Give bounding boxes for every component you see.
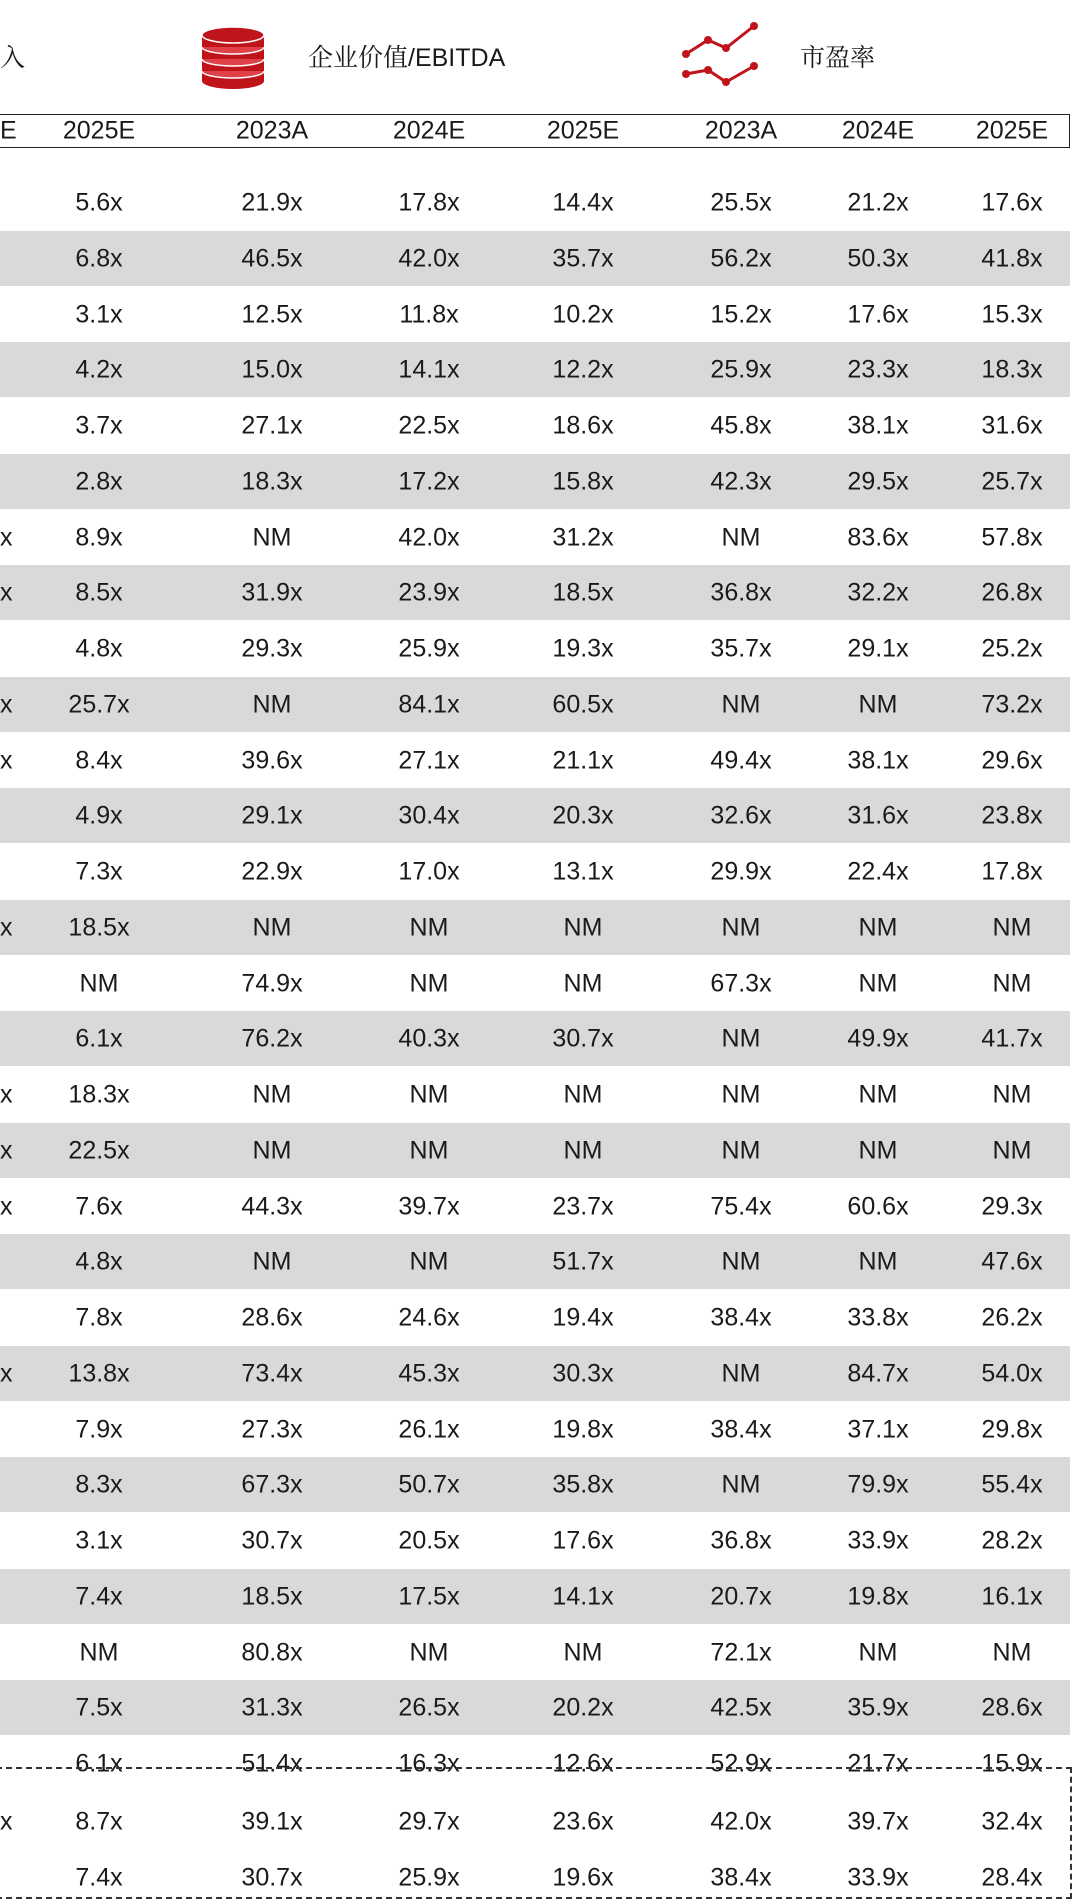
row-stripe bbox=[0, 900, 1070, 955]
row-stripe bbox=[0, 1569, 1070, 1624]
summary-box bbox=[0, 1767, 1072, 1899]
summary-cell: 39.7x bbox=[847, 1807, 909, 1836]
table-cell-cut: x bbox=[0, 1359, 13, 1388]
table-cell: 7.5x bbox=[75, 1693, 123, 1722]
table-cell: 20.3x bbox=[552, 801, 614, 830]
table-cell: 22.5x bbox=[68, 1136, 130, 1165]
table-cell: NM bbox=[858, 1247, 898, 1276]
row-stripe bbox=[0, 677, 1070, 732]
table-cell: 42.5x bbox=[710, 1693, 772, 1722]
table-cell: 30.7x bbox=[241, 1526, 303, 1555]
table-cell-cut: x bbox=[0, 690, 13, 719]
table-cell: 67.3x bbox=[241, 1470, 303, 1499]
summary-cell: 29.7x bbox=[398, 1807, 460, 1836]
row-stripe bbox=[0, 231, 1070, 286]
column-header: 2024E bbox=[392, 116, 466, 145]
row-stripe bbox=[0, 1123, 1070, 1178]
table-cell: 19.8x bbox=[552, 1415, 614, 1443]
table-cell: 4.8x bbox=[75, 634, 123, 663]
table-cell: 8.5x bbox=[75, 578, 123, 607]
table-cell: 35.8x bbox=[552, 1470, 614, 1499]
table-cell: 44.3x bbox=[241, 1192, 303, 1220]
table-cell: 18.3x bbox=[241, 467, 303, 496]
summary-cell: 23.6x bbox=[552, 1807, 614, 1836]
table-cell: 31.6x bbox=[981, 411, 1043, 440]
table-cell: 21.7x bbox=[847, 1749, 909, 1778]
table-cell: 25.2x bbox=[981, 634, 1043, 663]
table-cell: 16.1x bbox=[981, 1582, 1043, 1611]
table-cell: NM bbox=[563, 913, 603, 942]
table-cell: 18.5x bbox=[552, 578, 614, 607]
table-cell: 18.5x bbox=[241, 1582, 303, 1611]
table-cell-cut: x bbox=[0, 578, 13, 607]
table-cell: 47.6x bbox=[981, 1247, 1043, 1276]
table-cell: 19.3x bbox=[552, 634, 614, 663]
table-cell: 41.7x bbox=[981, 1024, 1043, 1053]
table-cell: NM bbox=[563, 1080, 603, 1109]
table-cell: 29.1x bbox=[847, 634, 909, 663]
row-stripe bbox=[0, 1346, 1070, 1401]
table-cell: 18.3x bbox=[68, 1080, 130, 1109]
table-cell: 73.4x bbox=[241, 1359, 303, 1388]
table-cell: 19.4x bbox=[552, 1303, 614, 1332]
table-cell: 46.5x bbox=[241, 244, 303, 273]
row-stripe bbox=[0, 454, 1070, 509]
table-cell: 15.3x bbox=[981, 300, 1043, 328]
table-cell: 25.7x bbox=[981, 467, 1043, 496]
table-cell: 18.5x bbox=[68, 913, 130, 942]
table-cell: NM bbox=[992, 969, 1032, 997]
row-stripe bbox=[0, 342, 1070, 397]
table-cell: 13.1x bbox=[552, 857, 614, 886]
table-cell: 15.2x bbox=[710, 300, 772, 328]
table-cell: 33.9x bbox=[847, 1526, 909, 1555]
table-cell: 23.3x bbox=[847, 355, 909, 384]
table-cell: 72.1x bbox=[710, 1638, 772, 1666]
table-cell: 27.3x bbox=[241, 1415, 303, 1443]
table-cell: 37.1x bbox=[847, 1415, 909, 1443]
table-cell: 26.5x bbox=[398, 1693, 460, 1722]
column-header: 2023A bbox=[235, 116, 309, 145]
row-stripe bbox=[0, 565, 1070, 620]
table-cell: 19.8x bbox=[847, 1582, 909, 1611]
table-cell: 49.4x bbox=[710, 746, 772, 774]
table-cell: NM bbox=[992, 1638, 1032, 1666]
table-cell: 8.9x bbox=[75, 523, 123, 551]
table-cell: 42.3x bbox=[710, 467, 772, 496]
table-cell: 50.7x bbox=[398, 1470, 460, 1499]
table-cell: 29.3x bbox=[981, 1192, 1043, 1220]
table-cell: 74.9x bbox=[241, 969, 303, 997]
table-cell: NM bbox=[563, 1136, 603, 1165]
table-cell: 10.2x bbox=[552, 300, 614, 328]
table-cell: 26.2x bbox=[981, 1303, 1043, 1332]
table-cell: 40.3x bbox=[398, 1024, 460, 1053]
pe-label: 市盈率 bbox=[800, 44, 876, 72]
table-cell-cut: x bbox=[0, 1136, 13, 1165]
summary-cell-cut: x bbox=[0, 1807, 13, 1836]
summary-cell: 7.4x bbox=[75, 1863, 123, 1892]
table-cell: 75.4x bbox=[710, 1192, 772, 1220]
ev-ebitda-label: 企业价值/EBITDA bbox=[308, 44, 506, 72]
table-cell: 60.6x bbox=[847, 1192, 909, 1220]
table-cell-cut: x bbox=[0, 913, 13, 942]
table-cell: 26.1x bbox=[398, 1415, 460, 1443]
table-cell: 7.8x bbox=[75, 1303, 123, 1332]
table-cell: 21.2x bbox=[847, 188, 909, 217]
table-cell: 24.6x bbox=[398, 1303, 460, 1332]
table-cell: 35.9x bbox=[847, 1693, 909, 1722]
table-cell: 13.8x bbox=[68, 1359, 130, 1388]
table-cell: 18.6x bbox=[552, 411, 614, 440]
table-cell: 25.9x bbox=[710, 355, 772, 384]
summary-cell: 19.6x bbox=[552, 1863, 614, 1892]
table-cell: NM bbox=[858, 969, 898, 997]
table-cell: 51.4x bbox=[241, 1749, 303, 1778]
table-cell: 25.9x bbox=[398, 634, 460, 663]
table-cell: NM bbox=[721, 690, 761, 719]
table-cell: NM bbox=[252, 1080, 292, 1109]
table-cell: 23.7x bbox=[552, 1192, 614, 1220]
row-stripe bbox=[0, 1234, 1070, 1289]
revenue-label-cut: 入 bbox=[0, 44, 26, 72]
table-cell: NM bbox=[721, 523, 761, 551]
table-cell: 12.6x bbox=[552, 1749, 614, 1778]
table-cell: NM bbox=[563, 1638, 603, 1666]
table-cell: 30.7x bbox=[552, 1024, 614, 1053]
table-cell: NM bbox=[409, 969, 449, 997]
table-cell: NM bbox=[858, 913, 898, 942]
table-cell: 7.9x bbox=[75, 1415, 123, 1443]
table-cell: 14.1x bbox=[552, 1582, 614, 1611]
table-cell: 25.5x bbox=[710, 188, 772, 217]
table-cell: 30.3x bbox=[552, 1359, 614, 1388]
table-cell: 23.9x bbox=[398, 578, 460, 607]
table-cell: NM bbox=[252, 523, 292, 551]
table-cell: 49.9x bbox=[847, 1024, 909, 1053]
table-cell: 39.7x bbox=[398, 1192, 460, 1220]
table-cell: 41.8x bbox=[981, 244, 1043, 273]
row-stripe bbox=[0, 788, 1070, 843]
column-header: 2025E bbox=[975, 116, 1049, 145]
table-cell: 3.7x bbox=[75, 411, 123, 440]
table-cell: 52.9x bbox=[710, 1749, 772, 1778]
column-header: 2025E bbox=[62, 116, 136, 145]
table-cell: 8.4x bbox=[75, 746, 123, 774]
table-cell: NM bbox=[992, 913, 1032, 942]
table-cell: 36.8x bbox=[710, 578, 772, 607]
table-cell: NM bbox=[563, 969, 603, 997]
table-cell: NM bbox=[858, 1638, 898, 1666]
table-cell: 29.1x bbox=[241, 801, 303, 830]
table-cell: 30.4x bbox=[398, 801, 460, 830]
row-stripe bbox=[0, 1457, 1070, 1512]
table-cell: NM bbox=[409, 1136, 449, 1165]
table-cell: NM bbox=[409, 913, 449, 942]
table-cell: 17.8x bbox=[398, 188, 460, 217]
table-cell: 4.8x bbox=[75, 1247, 123, 1276]
table-cell: 17.2x bbox=[398, 467, 460, 496]
table-cell-cut: x bbox=[0, 1080, 13, 1109]
table-cell: NM bbox=[721, 1136, 761, 1165]
table-cell: 17.8x bbox=[981, 857, 1043, 886]
table-cell: 42.0x bbox=[398, 244, 460, 273]
table-cell: 38.4x bbox=[710, 1415, 772, 1443]
table-cell: 5.6x bbox=[75, 188, 123, 217]
table-cell-cut: x bbox=[0, 1192, 13, 1220]
table-cell: 25.7x bbox=[68, 690, 130, 719]
table-cell: 28.2x bbox=[981, 1526, 1043, 1555]
table-cell: 20.2x bbox=[552, 1693, 614, 1722]
table-cell: 7.4x bbox=[75, 1582, 123, 1611]
summary-cell: 25.9x bbox=[398, 1863, 460, 1892]
table-cell: NM bbox=[721, 1080, 761, 1109]
line-trend-icon bbox=[680, 20, 760, 88]
table-cell: NM bbox=[992, 1080, 1032, 1109]
table-cell: NM bbox=[721, 1470, 761, 1499]
table-cell: 20.5x bbox=[398, 1526, 460, 1555]
table-cell: 8.3x bbox=[75, 1470, 123, 1499]
table-cell: 4.9x bbox=[75, 801, 123, 830]
table-cell: NM bbox=[721, 1359, 761, 1388]
table-cell: 15.0x bbox=[241, 355, 303, 384]
table-cell: 51.7x bbox=[552, 1247, 614, 1276]
table-cell: 7.3x bbox=[75, 857, 123, 886]
table-cell-cut: x bbox=[0, 746, 13, 774]
table-cell: NM bbox=[992, 1136, 1032, 1165]
table-cell: NM bbox=[721, 913, 761, 942]
table-cell: 32.6x bbox=[710, 801, 772, 830]
table-cell: 29.9x bbox=[710, 857, 772, 886]
table-cell: 22.4x bbox=[847, 857, 909, 886]
summary-cell: 28.4x bbox=[981, 1863, 1043, 1892]
row-stripe bbox=[0, 1680, 1070, 1735]
table-cell: 18.3x bbox=[981, 355, 1043, 384]
table-cell: 3.1x bbox=[75, 1526, 123, 1555]
table-cell: NM bbox=[252, 1136, 292, 1165]
summary-cell: 39.1x bbox=[241, 1807, 303, 1836]
table-cell: 33.8x bbox=[847, 1303, 909, 1332]
table-cell: 16.3x bbox=[398, 1749, 460, 1778]
table-cell: 73.2x bbox=[981, 690, 1043, 719]
table-cell: 76.2x bbox=[241, 1024, 303, 1053]
table-cell: 35.7x bbox=[710, 634, 772, 663]
table-cell: 20.7x bbox=[710, 1582, 772, 1611]
table-cell: 45.3x bbox=[398, 1359, 460, 1388]
table-cell: 17.5x bbox=[398, 1582, 460, 1611]
table-cell: 38.1x bbox=[847, 746, 909, 774]
summary-cell: 38.4x bbox=[710, 1863, 772, 1892]
table-cell: NM bbox=[79, 969, 119, 997]
table-cell: 26.8x bbox=[981, 578, 1043, 607]
table-cell: 2.8x bbox=[75, 467, 123, 496]
table-cell: NM bbox=[858, 1136, 898, 1165]
table-cell: NM bbox=[409, 1638, 449, 1666]
summary-cell: 42.0x bbox=[710, 1807, 772, 1836]
table-cell: NM bbox=[858, 690, 898, 719]
table-cell: 28.6x bbox=[981, 1693, 1043, 1722]
table-cell: 31.3x bbox=[241, 1693, 303, 1722]
table-cell: 83.6x bbox=[847, 523, 909, 551]
table-cell: 45.8x bbox=[710, 411, 772, 440]
table-cell: 6.1x bbox=[75, 1024, 123, 1053]
table-cell: 35.7x bbox=[552, 244, 614, 273]
column-header-cut: E bbox=[0, 116, 17, 145]
table-cell: 31.6x bbox=[847, 801, 909, 830]
table-cell: 50.3x bbox=[847, 244, 909, 273]
table-cell: 31.2x bbox=[552, 523, 614, 551]
summary-cell: 32.4x bbox=[981, 1807, 1043, 1836]
table-cell: 36.8x bbox=[710, 1526, 772, 1555]
table-cell: NM bbox=[409, 1247, 449, 1276]
table-cell: 3.1x bbox=[75, 300, 123, 328]
table-cell: NM bbox=[721, 1024, 761, 1053]
table-cell: 4.2x bbox=[75, 355, 123, 384]
table-cell: 29.8x bbox=[981, 1415, 1043, 1443]
table-cell: NM bbox=[409, 1080, 449, 1109]
table-cell: NM bbox=[252, 690, 292, 719]
table-cell: 17.0x bbox=[398, 857, 460, 886]
table-cell: 15.8x bbox=[552, 467, 614, 496]
table-cell: 84.7x bbox=[847, 1359, 909, 1388]
table-cell: 79.9x bbox=[847, 1470, 909, 1499]
summary-cell: 8.7x bbox=[75, 1807, 123, 1836]
table-cell: 29.3x bbox=[241, 634, 303, 663]
table-cell: 6.1x bbox=[75, 1749, 123, 1778]
table-cell: 55.4x bbox=[981, 1470, 1043, 1499]
table-cell: NM bbox=[721, 1247, 761, 1276]
table-cell: 57.8x bbox=[981, 523, 1043, 551]
table-cell: 17.6x bbox=[981, 188, 1043, 217]
table-cell: NM bbox=[79, 1638, 119, 1666]
column-header: 2024E bbox=[841, 116, 915, 145]
table-cell: 39.6x bbox=[241, 746, 303, 774]
column-header: 2025E bbox=[546, 116, 620, 145]
table-cell: 56.2x bbox=[710, 244, 772, 273]
table-cell: 42.0x bbox=[398, 523, 460, 551]
row-stripe bbox=[0, 1011, 1070, 1066]
summary-cell: 33.9x bbox=[847, 1863, 909, 1892]
table-cell: 11.8x bbox=[399, 300, 459, 328]
table-cell: 21.1x bbox=[552, 746, 614, 774]
table-cell: 27.1x bbox=[241, 411, 303, 440]
table-cell: 38.4x bbox=[710, 1303, 772, 1332]
table-cell: 29.6x bbox=[981, 746, 1043, 774]
coin-stack-icon bbox=[198, 23, 268, 91]
table-cell: 21.9x bbox=[241, 188, 303, 217]
table-cell: NM bbox=[252, 913, 292, 942]
table-cell: 17.6x bbox=[552, 1526, 614, 1555]
column-header: 2023A bbox=[704, 116, 778, 145]
table-cell: 22.9x bbox=[241, 857, 303, 886]
table-cell: NM bbox=[858, 1080, 898, 1109]
table-cell: 32.2x bbox=[847, 578, 909, 607]
table-cell: 60.5x bbox=[552, 690, 614, 719]
table-cell: 17.6x bbox=[847, 300, 909, 328]
table-cell: 14.4x bbox=[552, 188, 614, 217]
table-cell: 22.5x bbox=[398, 411, 460, 440]
table-cell: 27.1x bbox=[398, 746, 460, 774]
table-cell: 14.1x bbox=[398, 355, 460, 384]
table-cell: 28.6x bbox=[241, 1303, 303, 1332]
table-cell: 38.1x bbox=[847, 411, 909, 440]
table-cell: 67.3x bbox=[710, 969, 772, 997]
table-cell: 15.9x bbox=[981, 1749, 1043, 1778]
table-cell: 29.5x bbox=[847, 467, 909, 496]
table-cell: NM bbox=[252, 1247, 292, 1276]
table-cell: 12.5x bbox=[241, 300, 303, 328]
table-cell: 12.2x bbox=[552, 355, 614, 384]
table-cell: 84.1x bbox=[398, 690, 460, 719]
table-cell: 23.8x bbox=[981, 801, 1043, 830]
table-cell: 7.6x bbox=[75, 1192, 123, 1220]
table-cell: 6.8x bbox=[75, 244, 123, 273]
table-cell: 54.0x bbox=[981, 1359, 1043, 1388]
table-cell-cut: x bbox=[0, 523, 13, 551]
table-cell: 80.8x bbox=[241, 1638, 303, 1666]
summary-cell: 30.7x bbox=[241, 1863, 303, 1892]
table-cell: 31.9x bbox=[241, 578, 303, 607]
